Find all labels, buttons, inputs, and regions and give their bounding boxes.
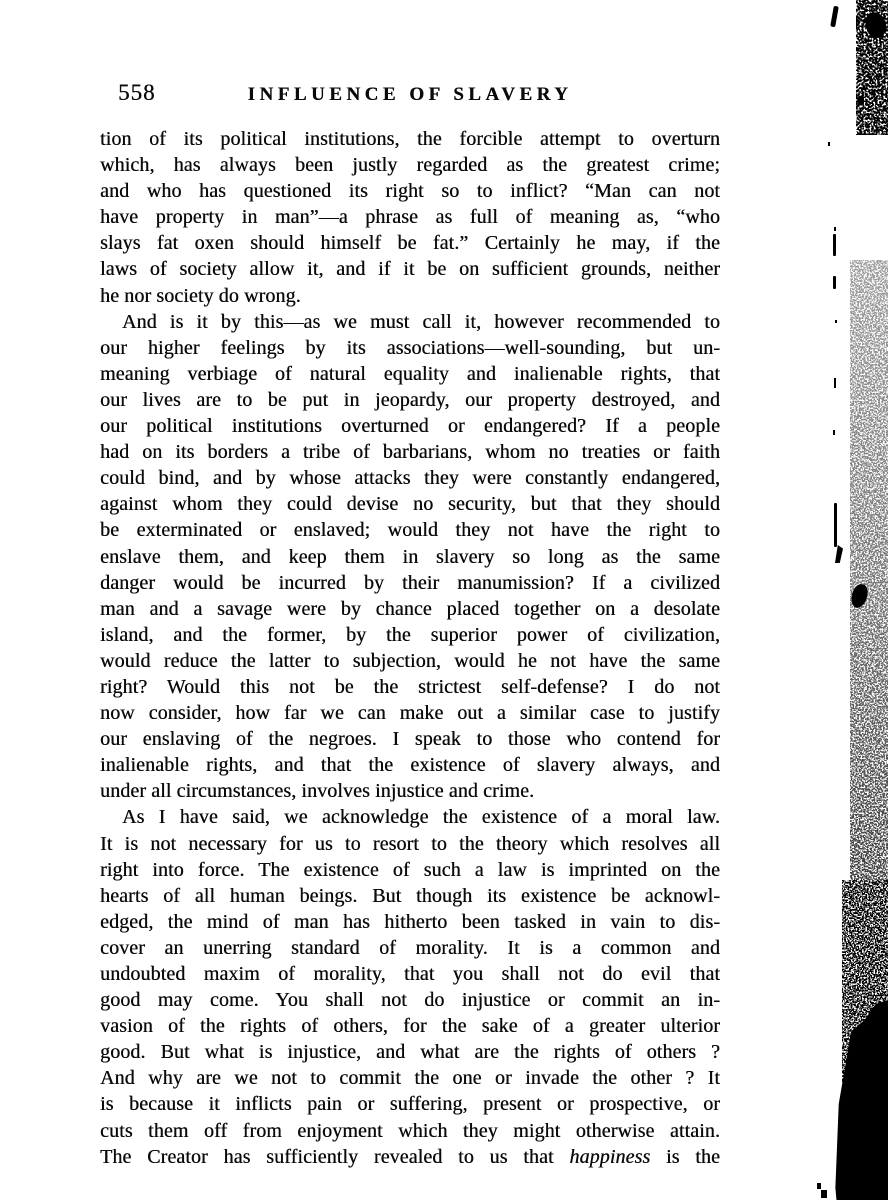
scan-mark	[833, 276, 836, 289]
paragraph	[100, 309, 720, 805]
scan-mark	[821, 1190, 827, 1198]
text-line: The Creator has sufficiently revealed to us that happiness is the	[100, 1145, 720, 1168]
text-line: cover an unerring standard of morality. It is a common and	[100, 936, 720, 959]
text-line: our lives are to be put in jeopardy, our property destroyed, and	[100, 388, 720, 411]
paragraph	[100, 126, 720, 309]
text-line: cuts them off from enjoyment which they might otherwise attain.	[100, 1119, 720, 1142]
text-line: laws of society allow it, and if it be on sufficient grounds, neither	[100, 258, 720, 281]
scan-mark	[834, 503, 837, 547]
text-line: good may come. You shall not do injustice or commit an in-	[100, 989, 720, 1012]
text-line: enslave them, and keep them in slavery so long as the same	[100, 545, 720, 568]
text-line: which, has always been justly regarded as the greatest crime;	[100, 154, 720, 177]
scan-mark	[830, 6, 839, 28]
text-line: island, and the former, by the superior power of civilization,	[100, 623, 720, 646]
scan-mark	[834, 378, 836, 388]
text-line: he nor society do wrong.	[100, 284, 301, 307]
text-line: could bind, and by whose attacks they were constantly endangered,	[100, 467, 720, 490]
text-line: slays fat oxen should himself be fat.” Certainly he may, if the	[100, 232, 720, 255]
text-block	[100, 126, 720, 1170]
text-line: danger would be incurred by their manumission? If a civilized	[100, 571, 720, 594]
text-line: As I have said, we acknowledge the existence of a moral law.	[122, 806, 720, 829]
text-line: man and a savage were by chance placed together on a desolate	[100, 597, 720, 620]
text-line: now consider, how far we can make out a similar case to justify	[100, 702, 720, 725]
text-line: good. But what is injustice, and what are the rights of others ?	[100, 1041, 720, 1064]
text-line: vasion of the rights of others, for the sake of a greater ulterior	[100, 1015, 720, 1038]
text-line: be exterminated or enslaved; would they not have the right to	[100, 519, 720, 542]
scan-mark	[817, 1183, 821, 1189]
text-line: And why are we not to commit the one or invade the other ? It	[100, 1067, 720, 1090]
scan-mark	[833, 234, 836, 256]
text-line: our higher feelings by its associations—well-sounding, but un-	[100, 336, 720, 359]
text-line: It is not necessary for us to resort to the theory which resolves all	[100, 832, 720, 855]
scan-mark	[833, 430, 835, 435]
page-number: 558	[118, 80, 156, 105]
scan-mark	[834, 227, 836, 231]
text-line: against whom they could devise no security, but that they should	[100, 493, 720, 516]
paragraph	[100, 804, 720, 1169]
text-line: would reduce the latter to subjection, would he not have the same	[100, 649, 720, 672]
scan-mark	[835, 320, 837, 323]
text-line: right? Would this not be the strictest self-defense? I do not	[100, 675, 720, 698]
text-line: And is it by this—as we must call it, however recommended to	[122, 310, 720, 333]
text-line: have property in man”—a phrase as full of meaning as, “who	[100, 206, 720, 229]
scan-mark	[828, 142, 830, 146]
text-line: meaning verbiage of natural equality and inalienable rights, that	[100, 362, 720, 385]
text-line: edged, the mind of man has hitherto been tasked in vain to dis-	[100, 910, 720, 933]
text-line: our enslaving of the negroes. I speak to those who contend for	[100, 728, 720, 751]
text-line: our political institutions overturned or endangered? If a people	[100, 415, 720, 438]
text-line: and who has questioned its right so to inflict? “Man can not	[100, 180, 720, 203]
scan-mark	[858, 96, 864, 105]
page-header	[100, 80, 720, 108]
text-line: tion of its political institutions, the forcible attempt to overturn	[100, 128, 720, 150]
text-line: under all circumstances, involves injustice and crime.	[100, 780, 535, 803]
text-line: undoubted maxim of morality, that you shall not do evil that	[100, 963, 720, 985]
text-line: hearts of all human beings. But though its existence be acknowl-	[100, 884, 720, 907]
running-head: INFLUENCE OF SLAVERY	[247, 84, 573, 105]
text-line: right into force. The existence of such a law is imprinted on the	[100, 858, 720, 881]
text-line: is because it inflicts pain or suffering, present or prospective, or	[100, 1093, 720, 1116]
text-line: inalienable rights, and that the existence of slavery always, and	[100, 754, 720, 777]
text-line: had on its borders a tribe of barbarians, whom no treaties or faith	[100, 441, 720, 464]
